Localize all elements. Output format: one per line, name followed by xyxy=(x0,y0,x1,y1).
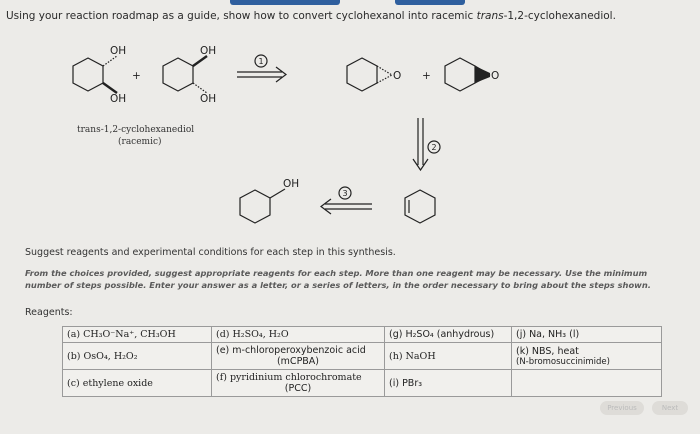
oh-label: OH xyxy=(110,93,127,105)
reagents-heading: Reagents: xyxy=(25,307,73,318)
step-2-number: 2 xyxy=(431,143,437,152)
reagent-j: (j) Na, NH₃ (l) xyxy=(512,327,662,343)
reagent-f-line1: (f) pyridinium chlorochromate xyxy=(216,372,362,383)
oh-label: OH xyxy=(200,45,217,57)
reagent-k xyxy=(512,343,662,370)
cyclohexanol-ring xyxy=(240,190,270,223)
choices-instructions: From the choices provided, suggest appropriate reagents for each step. More than one reagent may be necessary. Use the minimum number of steps possible. Enter your answer as a letter, or a series of letters, in the order necessary to bring about the steps shown. xyxy=(25,268,651,290)
step-3-number: 3 xyxy=(342,189,348,198)
cyclohexane-ring-3 xyxy=(347,58,377,91)
reagents-table xyxy=(62,326,662,397)
oh-label: OH xyxy=(283,178,300,190)
tab-review-topics[interactable] xyxy=(230,0,340,5)
suggest-instructions: Suggest reagents and experimental conditions for each step in this synthesis. xyxy=(25,247,396,258)
reagent-k-line1: (k) NBS, heat xyxy=(516,345,579,357)
oh-label: OH xyxy=(110,45,127,57)
plus-sign: + xyxy=(422,70,431,82)
reagent-g: (g) H₂SO₄ (anhydrous) xyxy=(385,327,512,343)
oxygen-label: O xyxy=(393,70,402,82)
top-nav-bar xyxy=(0,0,700,5)
reagent-e-line1: (e) m-chloroperoxybenzoic acid xyxy=(216,345,366,356)
reagent-c: (c) ethylene oxide xyxy=(63,370,212,397)
previous-button[interactable]: Previous xyxy=(600,401,644,415)
step-1-number: 1 xyxy=(258,57,264,66)
reagent-e xyxy=(212,343,385,370)
oh-label: OH xyxy=(200,93,217,105)
reagent-e-line2: (mCPBA) xyxy=(276,356,320,367)
oxygen-label: O xyxy=(491,70,500,82)
question-prompt: Using your reaction roadmap as a guide, show how to convert cyclohexanol into racemic trans-1,2-cyclohexanediol. xyxy=(6,10,616,22)
reagent-i: (i) PBr₃ xyxy=(385,370,512,397)
cyclohexane-ring-1 xyxy=(73,58,103,91)
reagent-f xyxy=(212,370,385,397)
racemic-label: (racemic) xyxy=(118,137,162,147)
reagent-f-line2: (PCC) xyxy=(284,383,312,394)
reagent-h: (h) NaOH xyxy=(385,343,512,370)
product-name-label: trans-1,2-cyclohexanediol xyxy=(77,125,195,135)
reagent-d: (d) H₂SO₄, H₂O xyxy=(212,327,385,343)
reagent-k-line2: (N-bromosuccinimide) xyxy=(516,356,610,367)
tab-references[interactable] xyxy=(395,0,465,5)
plus-sign: + xyxy=(132,70,141,82)
empty-cell xyxy=(512,370,662,397)
reagent-a: (a) CH₃O⁻Na⁺, CH₃OH xyxy=(63,327,212,343)
cyclohexane-ring-2 xyxy=(163,58,193,91)
reagent-b: (b) OsO₄, H₂O₂ xyxy=(63,343,212,370)
next-button[interactable]: Next xyxy=(652,401,688,415)
cyclohexane-ring-4 xyxy=(445,58,475,91)
